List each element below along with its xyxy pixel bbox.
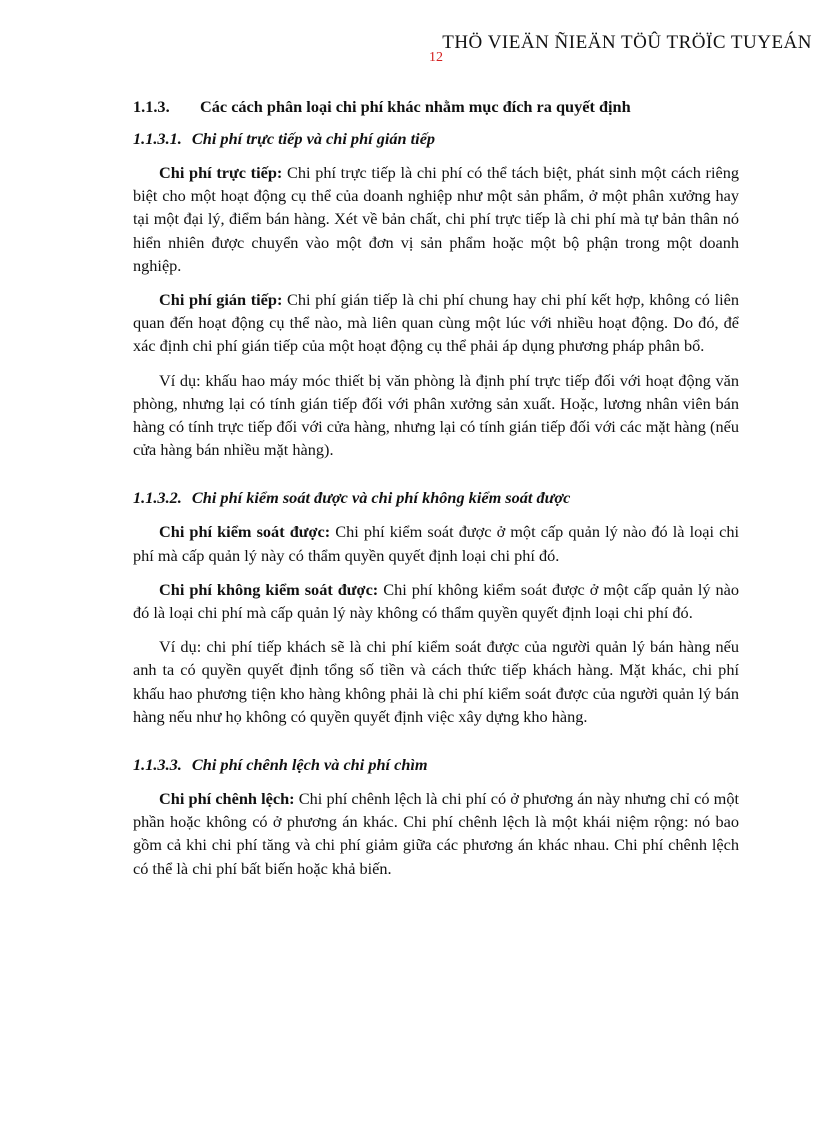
paragraph-text: Chi phí trực tiếp là chi phí có thể tách biệt, phát sinh một cách riêng biệt cho một hoạt động cụ thể của doanh nghiệp như một sản phẩm, ở một phân xưởng hay tại một đại lý, điểm bán hàng. Xét về bản chất, chi phí trực tiếp là chi phí mà tự bản thân nó hiển nhiên được chuyển vào một đơn vị sản phẩm hoặc một bộ phận trong một doanh nghiệp.	[133, 163, 739, 275]
subsection-heading-1	[133, 128, 739, 150]
subsection-number: 1.1.3.2.	[133, 488, 182, 508]
subsection-title: Chi phí kiểm soát được và chi phí không kiểm soát được	[191, 488, 571, 508]
paragraph-differential-cost	[133, 787, 739, 880]
term-controllable-cost: Chi phí kiểm soát được:	[159, 522, 331, 542]
term-uncontrollable-cost: Chi phí không kiểm soát được:	[159, 579, 379, 599]
subsection-number: 1.1.3.3.	[133, 755, 182, 775]
section-number: 1.1.3.	[133, 97, 170, 116]
page-number: 12	[429, 50, 443, 65]
paragraph-text: Chi phí gián tiếp là chi phí chung hay chi phí kết hợp, không có liên quan đến hoạt động cụ thể nào, mà liên quan cùng một lúc với nhiều hoạt động. Do đó, để xác định chi phí gián tiếp của một hoạt động cụ thể phải áp dụng phương pháp phân bổ.	[133, 290, 739, 356]
paragraph-text: Chi phí chênh lệch là chi phí có ở phương án này nhưng chỉ có một phần hoặc không có ở phương án khác. Chi phí chênh lệch là một khái niệm rộng: nó bao gồm cả khi chi phí tăng và chi phí giảm giữa các phương án khác nhau. Chi phí chênh lệch có thể là chi phí bất biến hoặc khả biến.	[133, 789, 739, 878]
term-differential-cost: Chi phí chênh lệch:	[159, 789, 295, 809]
subsection-number: 1.1.3.1.	[133, 129, 182, 148]
paragraph-text: Chi phí không kiểm soát được ở một cấp quản lý nào đó là loại chi phí mà cấp quản lý này không có thẩm quyền quyết định loại chi phí đó.	[133, 579, 739, 623]
document-body	[133, 96, 739, 880]
section-title: Các cách phân loại chi phí khác nhằm mục đích ra quyết định	[200, 97, 631, 116]
paragraph-example-2: Ví dụ: chi phí tiếp khách sẽ là chi phí kiểm soát được của người quản lý bán hàng nếu anh ta có quyền quyết định tổng số tiền và cách thức tiếp khách hàng. Mặt khác, chi phí khấu hao phương tiện kho hàng không phải là chi phí kiểm soát được của người quản lý bán hàng nếu như họ không có quyền quyết định việc xây dựng kho hàng.	[133, 637, 739, 726]
paragraph-direct-cost	[133, 161, 739, 277]
subsection-heading-2	[133, 487, 739, 509]
section-heading	[133, 96, 739, 118]
paragraph-uncontrollable-cost	[133, 578, 739, 624]
paragraph-indirect-cost	[133, 288, 739, 358]
subsection-heading-3	[133, 754, 739, 776]
term-direct-cost: Chi phí trực tiếp:	[159, 163, 283, 182]
header-title: THÖ VIEÄN ÑIEÄN TÖÛ TRÖÏC TUYEÁN	[442, 32, 812, 53]
paragraph-controllable-cost	[133, 520, 739, 566]
subsection-title: Chi phí chênh lệch và chi phí chìm	[191, 755, 428, 775]
term-indirect-cost: Chi phí gián tiếp:	[159, 290, 283, 310]
subsection-title: Chi phí trực tiếp và chi phí gián tiếp	[191, 129, 436, 148]
paragraph-text: Chi phí kiểm soát được ở một cấp quản lý nào đó là loại chi phí mà cấp quản lý này có thẩm quyền quyết định loại chi phí đó.	[133, 522, 739, 565]
paragraph-example-1: Ví dụ: khấu hao máy móc thiết bị văn phòng là định phí trực tiếp đối với hoạt động văn phòng, nhưng lại có tính gián tiếp đối với phân xưởng sản xuất. Hoặc, lương nhân viên bán hàng có tính trực tiếp đối với cửa hàng, nhưng lại có tính gián tiếp đối với các mặt hàng (nếu cửa hàng bán nhiều mặt hàng).	[133, 370, 739, 460]
